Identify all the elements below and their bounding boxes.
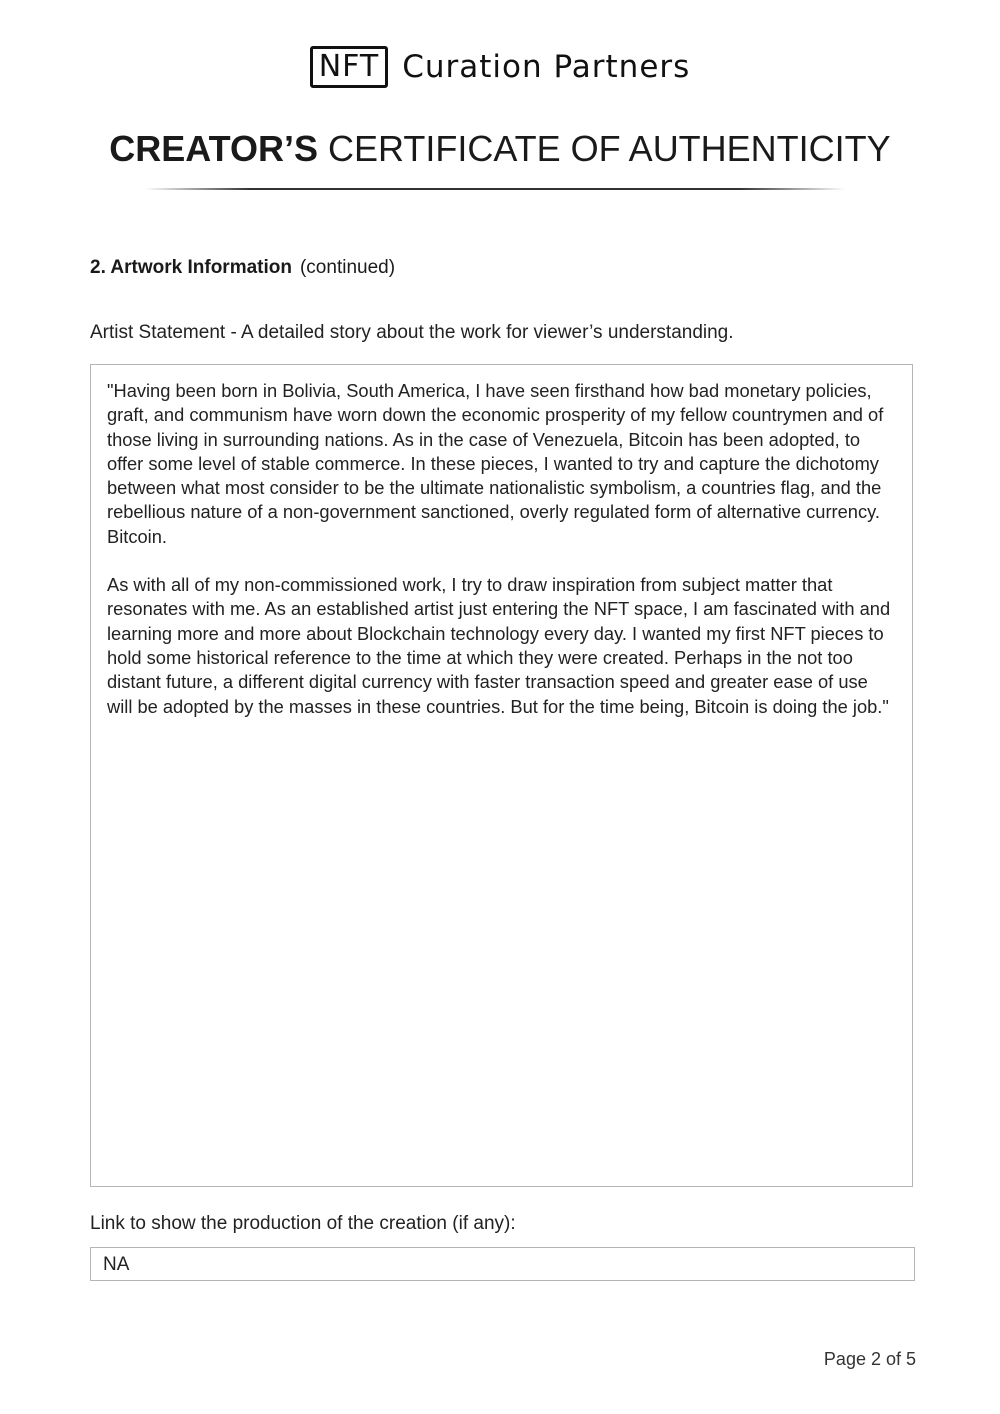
- logo-text: Curation Partners: [402, 49, 691, 85]
- production-link-field[interactable]: [90, 1247, 915, 1281]
- artist-statement-paragraph-1: "Having been born in Bolivia, South America, I have seen firsthand how bad monetary policies, graft, and communism have worn down the economic prosperity of my fellow countrymen and of those living in surrounding nations. As in the case of Venezuela, Bitcoin has been adopted, to offer some level of stable commerce. In these pieces, I wanted to try and capture the dichotomy between what most consider to be the ultimate nationalistic symbolism, a countries flag, and the rebellious nature of a non-government sanctioned, overly regulated form of alternative currency. Bitcoin.: [107, 380, 884, 547]
- title-divider: [145, 188, 845, 190]
- certificate-title-rest: CERTIFICATE OF AUTHENTICITY: [327, 128, 891, 169]
- page-number: Page 2 of 5: [823, 1349, 916, 1369]
- section-heading-title: 2. Artwork Information: [90, 257, 292, 278]
- artist-statement-paragraph-2: As with all of my non-commissioned work, I try to draw inspiration from subject matter that resonates with me. As an established artist just entering the NFT space, I am fascinated with and learning more and more about Blockchain technology every day. I wanted my first NFT pieces to hold some historical reference to the time at which they were created. Perhaps in the not too distant future, a different digital currency with faster transaction speed and greater ease of use will be adopted by the masses in these countries. But for the time being, Bitcoin is doing the job.": [107, 574, 891, 717]
- section-heading-continued: (continued): [299, 257, 396, 278]
- logo-nft-box: NFT: [310, 46, 389, 88]
- production-link-value: NA: [103, 1254, 130, 1275]
- certificate-title-bold: CREATOR’S: [109, 128, 318, 169]
- artist-statement-label: Artist Statement - A detailed story about the work for viewer’s understanding.: [90, 322, 734, 343]
- certificate-title: [0, 128, 1000, 170]
- section-heading: [90, 257, 395, 279]
- production-link-label: Link to show the production of the creation (if any):: [90, 1213, 516, 1234]
- logo: [0, 46, 1000, 88]
- artist-statement-field[interactable]: [90, 364, 913, 1187]
